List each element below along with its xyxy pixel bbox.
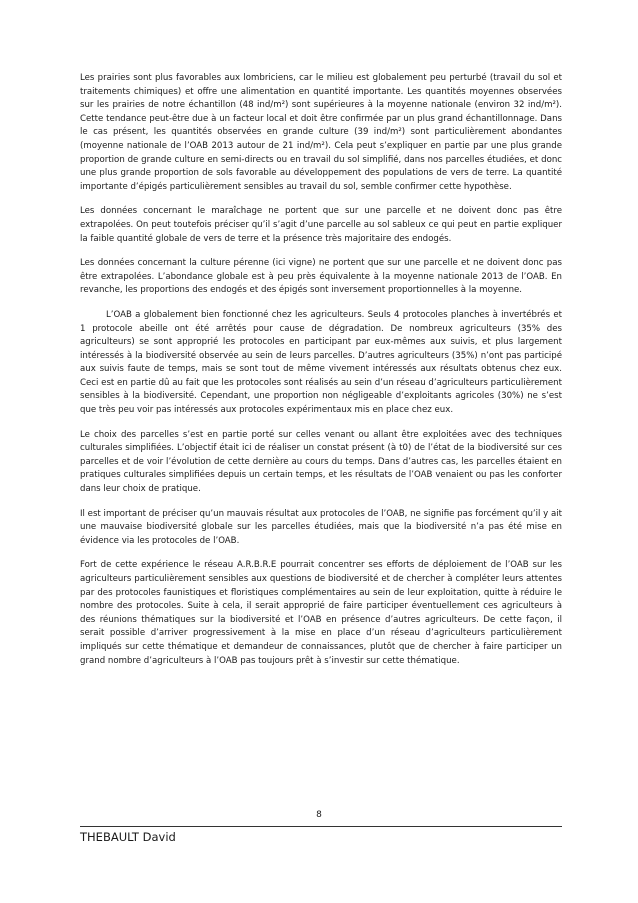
paragraph-maraichage: Les données concernant le maraîchage ne portent que sur une parcelle et ne doivent donc pas être extrapolées. On peut toutefois préciser qu’il s’agit d’une parcelle au sol sableux ce qui peut en partie expliquer la faible quantité globale de vers de terre et la présence très majoritaire des endogés.: [80, 206, 562, 244]
paragraph-oab-fonctionnement: L’OAB a globalement bien fonctionné chez les agriculteurs. Seuls 4 protocoles planches à invertébrés et 1 protocole abeille ont été arrêtés pour cause de dégradation. De nombreux agriculteurs (35% des agriculteurs) se sont approprié les protocoles en participant par eux-mêmes aux suivis, et plus largement intéressés à la biodiversité observée au sein de leurs parcelles. D’autres agriculteurs (35%) n’ont pas participé aux suivis faute de temps, mais se sont tout de même vivement intéressés aux résultats obtenus chez eux. Ceci est en partie dû au fait que les protocoles sont réalisés au sein d’un réseau d’agriculteurs particulièrement sensibles à la biodiversité. Cependant, une proportion non négligeable d’exploitants agricoles (30%) ne s’est que très peu voir pas intéressés aux protocoles expérimentaux mis en place chez eux.: [80, 309, 562, 416]
footer-author: THEBAULT David: [80, 830, 176, 844]
paragraph-culture-perenne: Les données concernant la culture pérenne (ici vigne) ne portent que sur une parcelle et ne doivent donc pas être extrapolées. L’abondance globale est à peu près équivalente à la moyenne nationale 2013 de l’OAB. En revanche, les proportions des endogés et des épigés sont inversement proportionnelles à la moyenne.: [80, 258, 562, 296]
paragraph-reseau-arbre: Fort de cette expérience le réseau A.R.B.R.E pourrait concentrer ses efforts de déploiement de l’OAB sur les agriculteurs particulièrement sensibles aux questions de biodiversité et de chercher à compléter leurs attentes par des protocoles faunistiques et floristiques complémentaires au sein de leur exploitation, quitte à réduire le nombre des protocoles. Suite à cela, il serait approprié de faire participer éventuellement ces agriculteurs à des réunions thématiques sur la biodiversité et l’OAB en présence d’autres agriculteurs. De cette façon, il serait possible d’arriver progressivement à la mise en place d’un réseau d’agriculteurs particulièrement impliqués sur cette thématique et demandeur de connaissances, plutôt que de chercher à faire participer un grand nombre d’agriculteurs à l’OAB pas toujours prêt à s’investir sur cette thématique.: [80, 560, 562, 666]
page-number: 8: [316, 810, 322, 820]
document-body: [80, 72, 562, 679]
paragraph-prairies: Les prairies sont plus favorables aux lombriciens, car le milieu est globalement peu perturbé (travail du sol et traitements chimiques) et offre une alimentation en quantité importante. Les quantités moyennes observées sur les prairies de notre échantillon (48 ind/m²) sont supérieures à la moyenne nationale (environ 32 ind/m²). Cette tendance peut-être due à un facteur local et doit être confirmée par un plus grand échantillonnage. Dans le cas présent, les quantités observées en grande culture (39 ind/m²) sont particulièrement abondantes (moyenne nationale de l’OAB 2013 autour de 21 ind/m²). Cela peut s’expliquer en partie par une plus grande proportion de grande culture en semi-directs ou en travail du sol simplifié, dans nos parcelles étudiées, et donc une plus grande proportion de sols favorable au développement des populations de vers de terre. La quantité importante d’épigés particulièrement sensibles au travail du sol, semble confirmer cette hypothèse.: [80, 73, 562, 192]
paragraph-choix-parcelles: Le choix des parcelles s’est en partie porté sur celles venant ou allant être exploitées avec des techniques culturales simplifiées. L’objectif était ici de réaliser un constat présent (à t0) de l’état de la biodiversité sur ces parcelles et de voir l’évolution de cette dernière au cours du temps. Dans d’autres cas, les parcelles étaient en pratiques culturales simplifiées depuis un certain temps, et les résultats de l’OAB venaient ou pas les conforter dans leur choix de pratique.: [80, 429, 562, 495]
paragraph-mauvais-resultat: Il est important de préciser qu’un mauvais résultat aux protocoles de l’OAB, ne signifie pas forcément qu’il y ait une mauvaise biodiversité globale sur les parcelles étudiées, mais que la biodiversité n’a pas été mise en évidence via les protocoles de l’OAB.: [80, 508, 562, 546]
footer-divider: [80, 826, 562, 827]
